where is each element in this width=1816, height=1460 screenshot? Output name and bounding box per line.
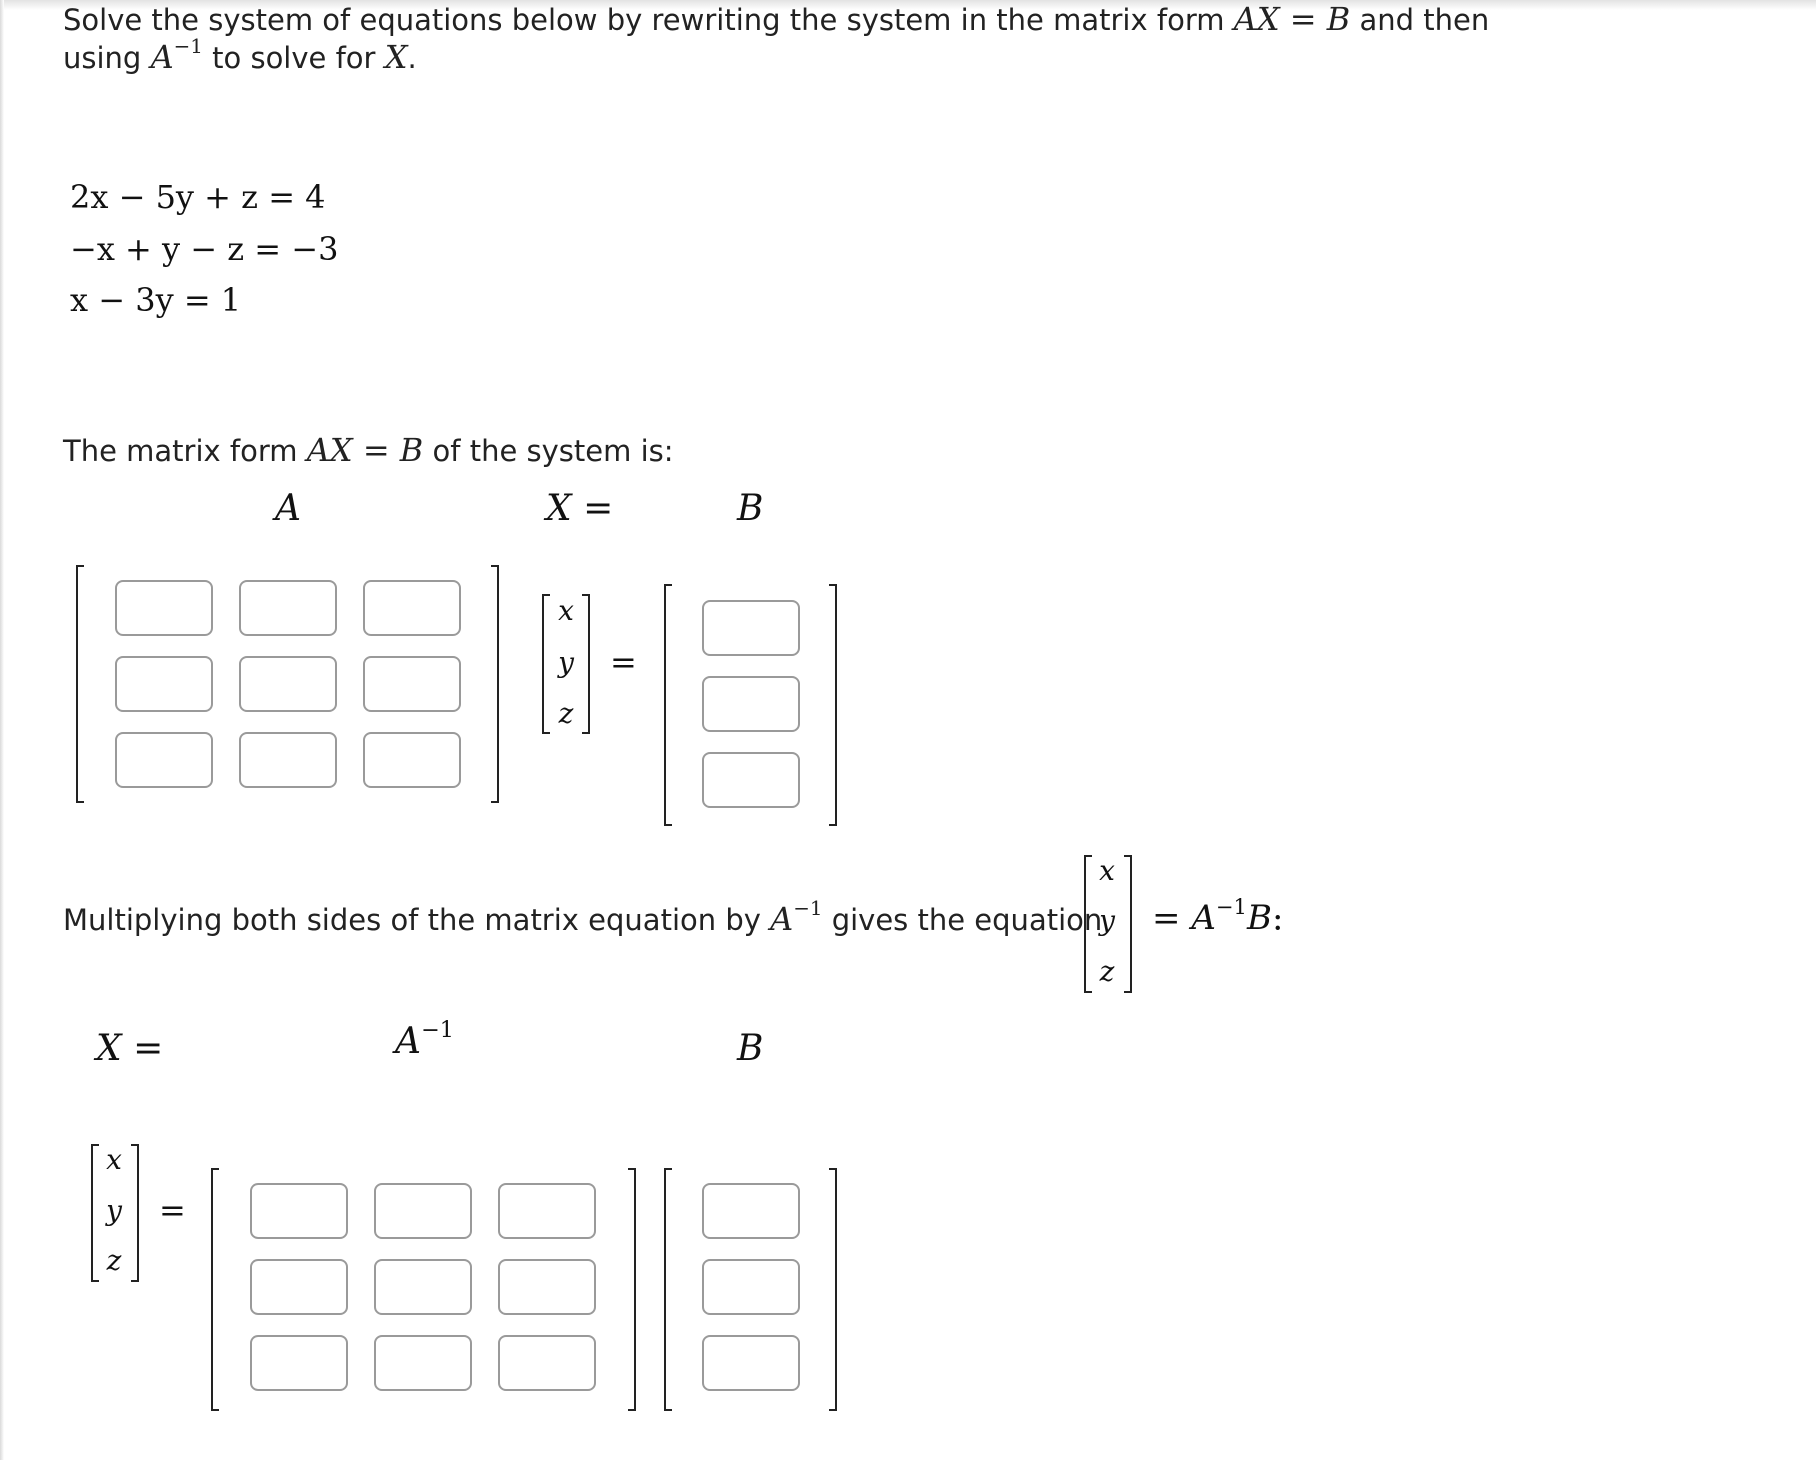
- matrix-ainv-entry-3-2[interactable]: [374, 1335, 472, 1391]
- matrix-ainv-entry-2-1[interactable]: [250, 1259, 348, 1315]
- multiply-sentence: [63, 897, 1103, 938]
- matrix-a-entry-3-3[interactable]: [363, 732, 461, 788]
- solution-label-b: B: [737, 1028, 764, 1069]
- matrix-form-sentence: [63, 431, 674, 469]
- matrix-b2-left-bracket: [664, 1168, 672, 1411]
- matrix-a-entry-2-3[interactable]: [363, 656, 461, 712]
- matrix-b-right-bracket: [829, 584, 837, 826]
- matrix-a-right-bracket: [491, 565, 499, 803]
- inline-vector-entry-x: x: [1099, 854, 1115, 887]
- multiply-rhs-ainv: $A^{-1}B$: [1191, 893, 1272, 939]
- matrix-ainv-entry-2-3[interactable]: [498, 1259, 596, 1315]
- matrix-a-entry-1-1[interactable]: [115, 580, 213, 636]
- left-shadow: [0, 0, 4, 1460]
- multiply-math-ainv: $A^{-1}$: [770, 897, 823, 938]
- solution-equals-sign: =: [159, 1191, 186, 1229]
- matrix-ainv-right-bracket: [628, 1168, 636, 1411]
- intro-line-2: [63, 35, 417, 76]
- matrix-ainv-entry-1-1[interactable]: [250, 1183, 348, 1239]
- matrix-ainv-entry-1-3[interactable]: [498, 1183, 596, 1239]
- matrix-b-entry-1[interactable]: [702, 600, 800, 656]
- label-x-equals: X =: [546, 488, 614, 529]
- label-b: B: [737, 488, 764, 529]
- multiply-rhs-equals: =: [1152, 898, 1181, 939]
- equals-sign: =: [610, 643, 637, 681]
- inline-vector-entry-z: z: [1099, 955, 1115, 988]
- solution-vector-entry-y: y: [106, 1194, 122, 1227]
- equation-2: −x + y − z = −3: [70, 230, 339, 268]
- matrix-a-entry-1-3[interactable]: [363, 580, 461, 636]
- matrix-form-math: AX = B: [306, 431, 424, 469]
- vector-x-entry-z: z: [558, 697, 574, 730]
- solution-vector-entry-z: z: [106, 1244, 122, 1277]
- matrix-b2-entry-1[interactable]: [702, 1183, 800, 1239]
- matrix-ainv-entry-1-2[interactable]: [374, 1183, 472, 1239]
- equation-1: 2x − 5y + z = 4: [70, 178, 326, 216]
- matrix-b2-entry-2[interactable]: [702, 1259, 800, 1315]
- solution-label-x-equals: X =: [96, 1028, 164, 1069]
- matrix-a-entry-2-1[interactable]: [115, 656, 213, 712]
- matrix-b-entry-3[interactable]: [702, 752, 800, 808]
- intro-text-suffix: and then: [1350, 3, 1490, 37]
- matrix-form-suffix: of the system is:: [423, 434, 674, 468]
- multiply-text: Multiplying both sides of the matrix equation by: [63, 903, 771, 937]
- solution-label-ainv: $A^{-1}$: [395, 1016, 454, 1062]
- matrix-a-entry-2-2[interactable]: [239, 656, 337, 712]
- matrix-ainv-entry-2-2[interactable]: [374, 1259, 472, 1315]
- intro-math-ainv: $A^{-1}$: [150, 35, 203, 76]
- inline-vector-entry-y: y: [1099, 904, 1115, 937]
- matrix-a-left-bracket: [76, 565, 84, 803]
- matrix-a-entry-3-1[interactable]: [115, 732, 213, 788]
- matrix-a-entry-3-2[interactable]: [239, 732, 337, 788]
- intro-math-axb: AX = B: [1233, 0, 1351, 38]
- multiply-text-suffix: gives the equation: [822, 903, 1103, 937]
- multiply-rhs-colon: :: [1271, 898, 1284, 939]
- matrix-a-entry-1-2[interactable]: [239, 580, 337, 636]
- matrix-ainv-entry-3-1[interactable]: [250, 1335, 348, 1391]
- intro-text-using: using: [63, 41, 151, 75]
- solution-vector-entry-x: x: [106, 1143, 122, 1176]
- matrix-b2-right-bracket: [829, 1168, 837, 1411]
- intro-text: Solve the system of equations below by rewriting the system in the matrix form: [63, 3, 1234, 37]
- label-a: A: [275, 488, 301, 529]
- matrix-b-entry-2[interactable]: [702, 676, 800, 732]
- matrix-ainv-left-bracket: [211, 1168, 219, 1411]
- vector-x-entry-y: y: [558, 646, 574, 679]
- matrix-b-left-bracket: [664, 584, 672, 826]
- matrix-b2-entry-3[interactable]: [702, 1335, 800, 1391]
- multiply-rhs: [1152, 893, 1284, 939]
- intro-text-solve: to solve for: [202, 41, 385, 75]
- intro-line-1: [63, 0, 1489, 38]
- intro-period: .: [407, 41, 417, 75]
- vector-x-entry-x: x: [558, 594, 574, 627]
- matrix-ainv-entry-3-3[interactable]: [498, 1335, 596, 1391]
- equation-3: x − 3y = 1: [70, 281, 242, 319]
- matrix-form-text: The matrix form: [63, 434, 307, 468]
- intro-math-x: X: [384, 38, 408, 76]
